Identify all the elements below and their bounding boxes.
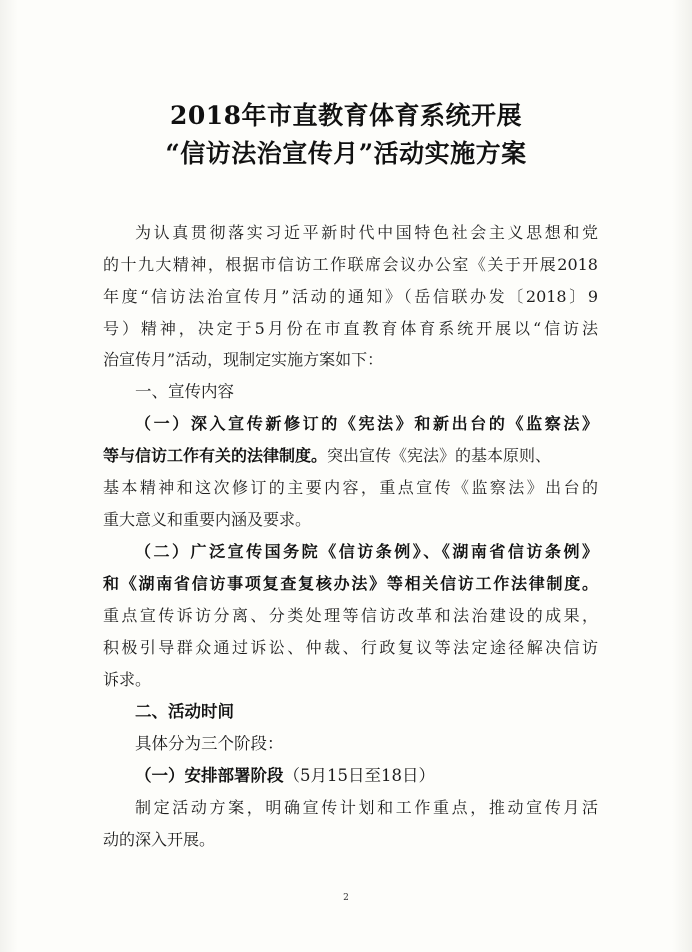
item-1-heading-line-2: 等与信访工作有关的法律制度。	[103, 446, 328, 465]
phase-1-line-1: 制定活动方案，明确宣传计划和工作重点，推动宣传月活	[135, 798, 598, 817]
phase-1-heading: （一）安排部署阶段	[135, 766, 284, 785]
phase-1-dates: （5月15日至18日）	[283, 766, 435, 785]
item-2-heading-line-1: （二）广泛宣传国务院《信访条例》、《湖南省信访条例》	[135, 542, 598, 561]
phase-1-line-2: 动的深入开展。	[103, 830, 216, 849]
item-2-line-4: 积极引导群众通过诉讼、仲裁、行政复议等法定途径解决信访	[103, 638, 598, 657]
item-1-line-2	[103, 445, 598, 467]
intro-line-3: 年度“信访法治宣传月”活动的通知》（岳信联办发〔2018〕9	[103, 287, 598, 306]
item-1-heading-line-1: （一）深入宣传新修订的《宪法》和新出台的《监察法》	[135, 414, 598, 433]
section-2-intro: 具体分为三个阶段：	[135, 734, 284, 753]
section-heading-2: 二、活动时间	[135, 702, 234, 721]
intro-line-4: 号）精神，决定于5月份在市直教育体育系统开展以“信访法	[103, 319, 598, 338]
intro-line-2: 的十九大精神，根据市信访工作联席会议办公室《关于开展2018	[103, 255, 598, 274]
item-2-line-5: 诉求。	[103, 670, 152, 689]
item-1-line-3: 基本精神和这次修订的主要内容，重点宣传《监察法》出台的	[103, 478, 598, 497]
document-title-line-2: “信访法治宣传月”活动实施方案	[165, 139, 527, 168]
section-heading-1: 一、宣传内容	[135, 382, 234, 401]
item-2-line-3: 重点宣传诉访分离、分类处理等信访改革和法治建设的成果，	[103, 606, 598, 625]
intro-line-5: 治宣传月”活动，现制定实施方案如下：	[103, 350, 384, 369]
intro-line-1: 为认真贯彻落实习近平新时代中国特色社会主义思想和党	[135, 223, 598, 242]
phase-1-line	[135, 765, 435, 787]
item-2-heading-line-2: 和《湖南省信访事项复查复核办法》等相关信访工作法律制度。	[103, 574, 598, 593]
page-number: 2	[343, 893, 349, 903]
document-title-line-1: 2018年市直教育体育系统开展	[169, 101, 523, 130]
item-1-line-4: 重大意义和重要内涵及要求。	[103, 510, 312, 529]
item-1-text-line-2: 突出宣传《宪法》的基本原则、	[327, 446, 552, 465]
